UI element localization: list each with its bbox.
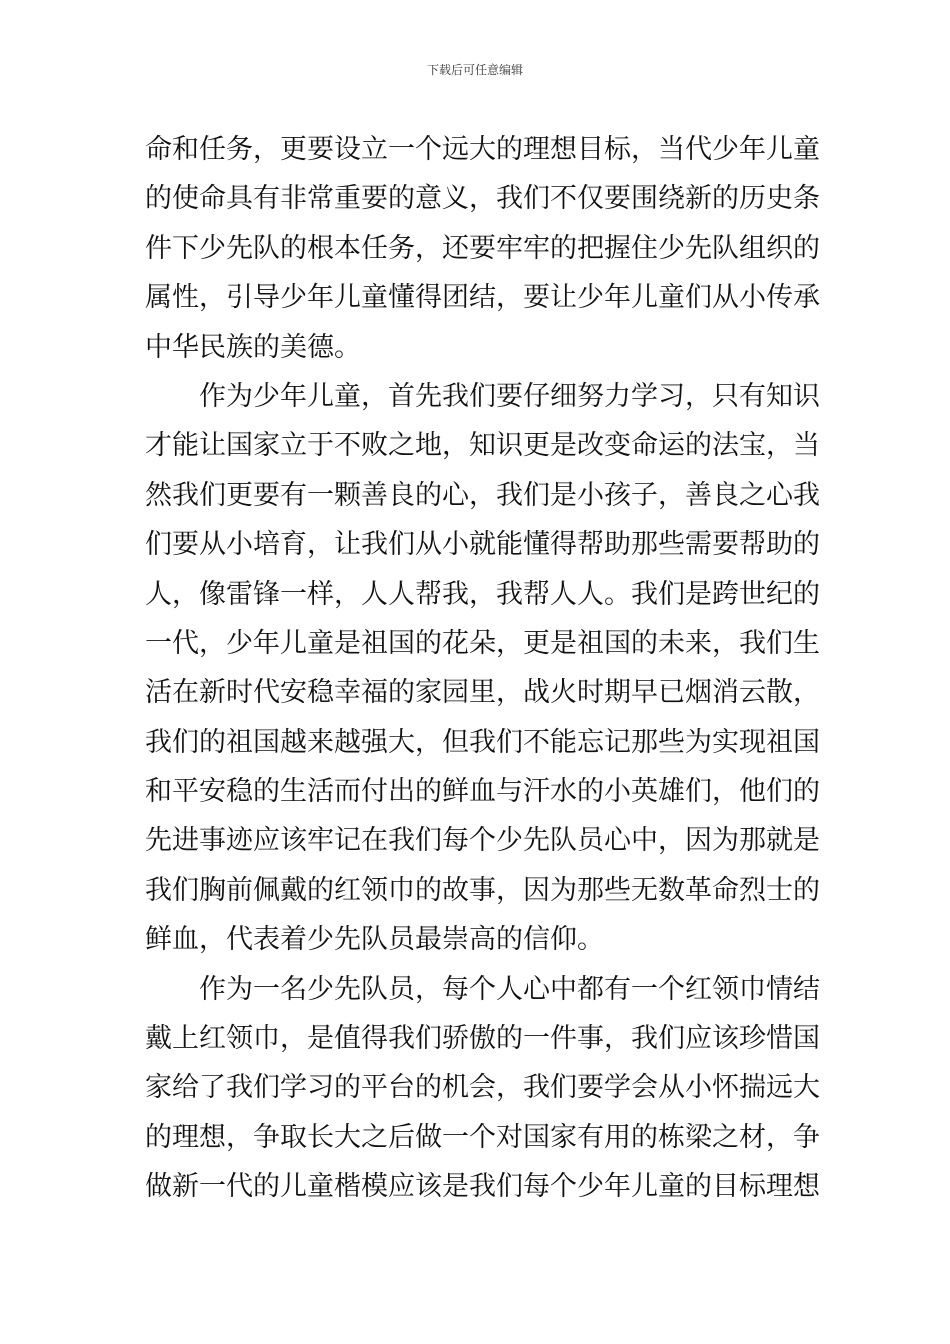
text-line: 作为一名少先队员，每个人心中都有一个红领巾情结 xyxy=(199,973,820,1005)
text-line: 先进事迹应该牢记在我们每个少先队员心中，因为那就是 xyxy=(145,825,820,857)
text-line: 人，像雷锋一样，人人帮我，我帮人人。我们是跨世纪的 xyxy=(145,578,820,610)
text-line: 的理想，争取长大之后做一个对国家有用的栋梁之材，争 xyxy=(145,1121,820,1153)
text-line: 我们的祖国越来越强大，但我们不能忘记那些为实现祖国 xyxy=(145,726,820,758)
text-line: 和平安稳的生活而付出的鲜血与汗水的小英雄们，他们的 xyxy=(145,776,820,808)
paragraph-1 xyxy=(145,125,820,372)
text-line: 件下少先队的根本任务，还要牢牢的把握住少先队组织的 xyxy=(145,232,820,264)
page-header xyxy=(0,62,950,78)
paragraph-3 xyxy=(145,965,820,1212)
text-line: 一代，少年儿童是祖国的花朵，更是祖国的未来，我们生 xyxy=(145,627,820,659)
paragraph-2 xyxy=(145,372,820,965)
text-line: 做新一代的儿童楷模应该是我们每个少年儿童的目标理想 xyxy=(145,1171,820,1203)
text-line: 我们胸前佩戴的红领巾的故事，因为那些无数革命烈士的 xyxy=(145,874,820,906)
text-line: 属性，引导少年儿童懂得团结，要让少年儿童们从小传承 xyxy=(145,282,820,314)
text-line: 作为少年儿童，首先我们要仔细努力学习，只有知识 xyxy=(199,380,820,412)
text-line: 们要从小培育，让我们从小就能懂得帮助那些需要帮助的 xyxy=(145,529,820,561)
text-line: 活在新时代安稳幸福的家园里，战火时期早已烟消云散， xyxy=(145,677,820,709)
text-line: 戴上红领巾，是值得我们骄傲的一件事，我们应该珍惜国 xyxy=(145,1023,820,1055)
text-line: 中华民族的美德。 xyxy=(145,331,361,363)
text-line: 家给了我们学习的平台的机会，我们要学会从小怀揣远大 xyxy=(145,1072,820,1104)
text-line: 鲜血，代表着少先队员最崇高的信仰。 xyxy=(145,924,604,956)
text-line: 然我们更要有一颗善良的心，我们是小孩子，善良之心我 xyxy=(145,479,820,511)
document-body xyxy=(145,125,820,1212)
header-text: 下载后可任意编辑 xyxy=(426,63,523,77)
text-line: 的使命具有非常重要的意义，我们不仅要围绕新的历史条 xyxy=(145,183,820,215)
text-line: 命和任务，更要设立一个远大的理想目标，当代少年儿童 xyxy=(145,134,820,165)
text-line: 才能让国家立于不败之地，知识更是改变命运的法宝，当 xyxy=(145,430,820,462)
